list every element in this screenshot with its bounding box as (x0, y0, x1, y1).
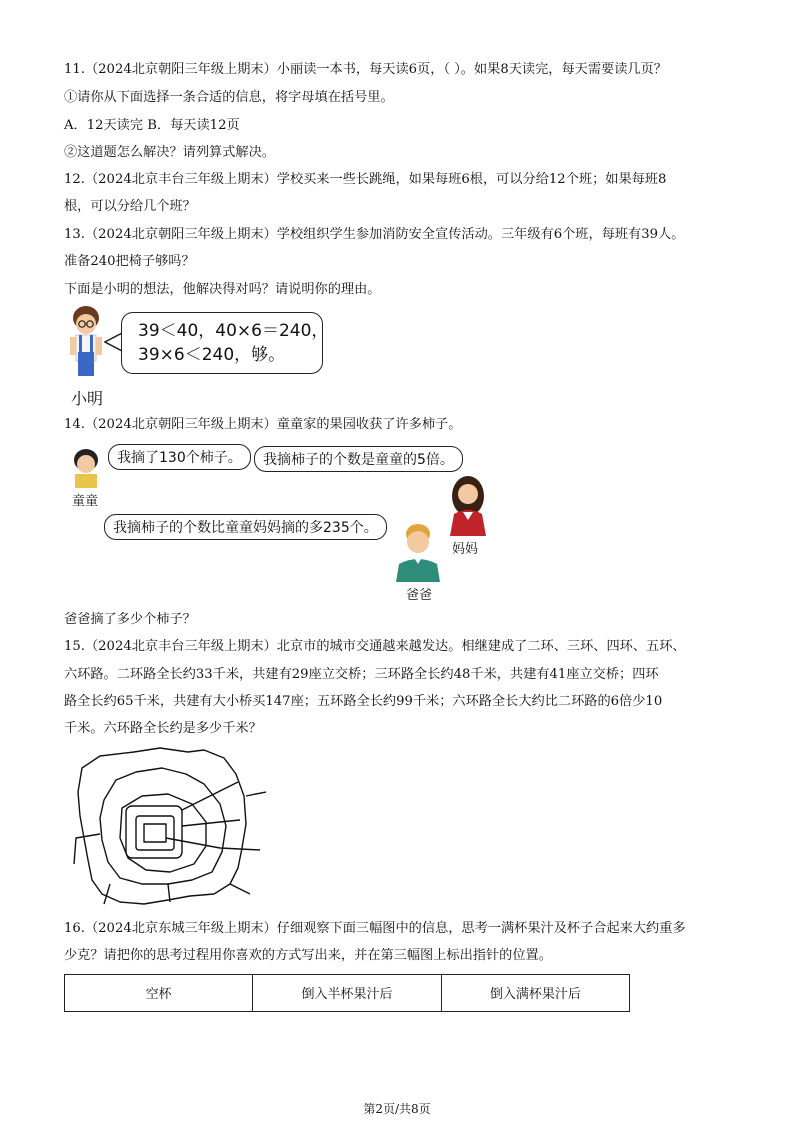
q13-line1: 13.（2024北京朝阳三年级上期末）学校组织学生参加消防安全宣传活动。三年级有6个班，每班有39人。 (64, 227, 685, 242)
q11-options: A．12天读完 B．每天读12页 (64, 118, 240, 133)
q13-line2: 准备240把椅子够吗？ (64, 254, 195, 269)
ring-road-map (70, 744, 266, 908)
xiaoming-label: 小明 (71, 389, 104, 408)
baba-speech-bubble (104, 514, 387, 540)
mama-says: 我摘柿子的个数是童童的5倍。 (263, 452, 454, 468)
cup-col-half: 倒入半杯果汁后 (253, 975, 441, 1012)
tongtong-label: 童童 (72, 494, 99, 509)
xiaoming-speech-bubble (121, 312, 329, 374)
q12-line2: 根，可以分给几个班？ (64, 199, 196, 214)
tongtong-figure (70, 446, 104, 488)
cup-table (64, 974, 630, 1012)
mama-figure (444, 474, 492, 536)
q14-question: 爸爸摘了多少个柿子？ (64, 612, 196, 627)
cup-col-empty: 空杯 (65, 975, 253, 1012)
baba-says: 我摘柿子的个数比童童妈妈摘的多235个。 (113, 520, 378, 536)
q11-stem: 11.（2024北京朝阳三年级上期末）小丽读一本书，每天读6页，（ ）。如果8天读完，每天需要读几页？ (64, 62, 667, 77)
q14-stem: 14.（2024北京朝阳三年级上期末）童童家的果园收获了许多柿子。 (64, 417, 462, 432)
baba-label: 爸爸 (406, 588, 433, 603)
mama-speech-bubble (254, 446, 463, 472)
q12-line1: 12.（2024北京丰台三年级上期末）学校买来一些长跳绳，如果每班6根，可以分给12个班；如果每班8 (64, 172, 667, 187)
q15-line4: 千米。六环路全长约是多少千米？ (64, 721, 262, 736)
tongtong-speech-bubble (108, 444, 251, 470)
cup-col-full: 倒入满杯果汁后 (441, 975, 629, 1012)
q15-line3: 路全长约65千米，共建有大小桥买147座；五环路全长约99千米；六环路全长大约比二环路的6倍少10 (64, 694, 663, 709)
q16-line1: 16.（2024北京东城三年级上期末）仔细观察下面三幅图中的信息，思考一满杯果汁及杯子合起来大约重多 (64, 921, 686, 936)
bubble-line-2: 39×6＜240，够。 (138, 345, 286, 365)
mama-label: 妈妈 (452, 542, 479, 557)
q13-line3: 下面是小明的想法，他解决得对吗？请说明你的理由。 (64, 282, 381, 297)
page-footer: 第2页/共8页 (363, 1102, 431, 1116)
q15-line1: 15.（2024北京丰台三年级上期末）北京市的城市交通越来越发达。相继建成了二环、三环、四环、五环、 (64, 639, 686, 654)
q15-line2: 六环路。二环路全长约33千米，共建有29座立交桥；三环路全长约48千米，共建有41座立交桥；四环 (64, 667, 659, 682)
bubble-line-1: 39＜40，40×6＝240， (138, 321, 329, 341)
q16-line2: 少克？请把你的思考过程用你喜欢的方式写出来，并在第三幅图上标出指针的位置。 (64, 948, 552, 963)
q11-part2: ②这道题怎么解决？请列算式解决。 (64, 145, 275, 160)
table-row (65, 975, 630, 1012)
tongtong-says: 我摘了130个柿子。 (117, 450, 242, 466)
q11-part1: ①请你从下面选择一条合适的信息，将字母填在括号里。 (64, 90, 394, 105)
baba-figure (393, 520, 443, 582)
